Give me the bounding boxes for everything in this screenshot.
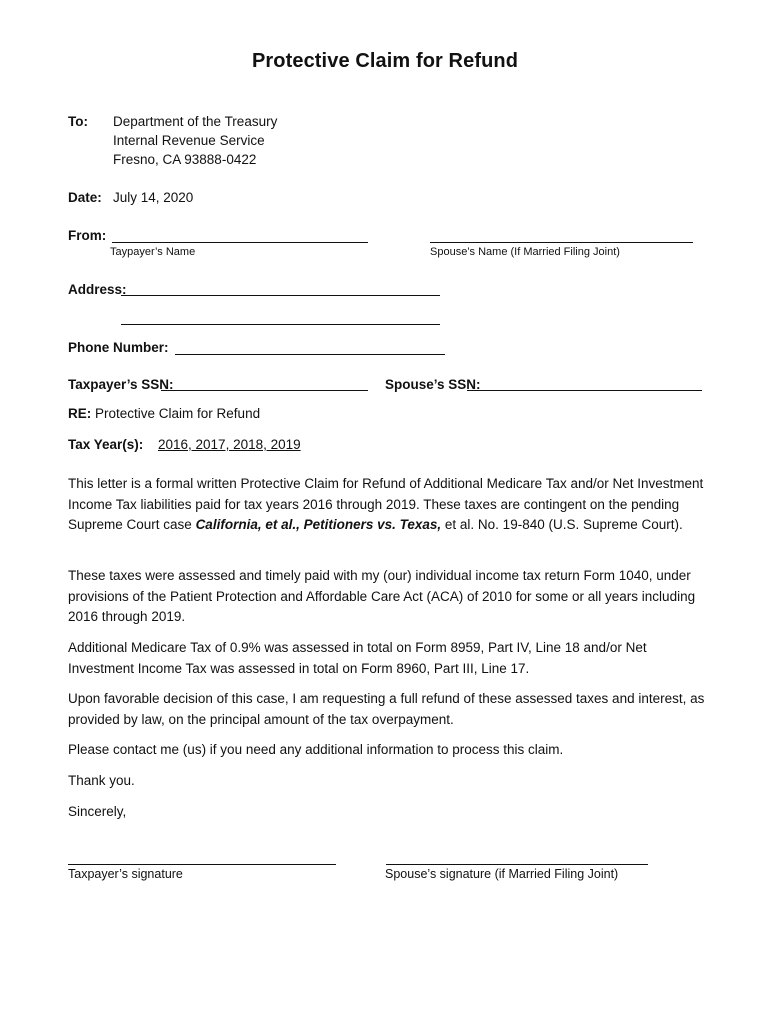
tax-years-value: 2016, 2017, 2018, 2019 <box>158 437 301 452</box>
paragraph-1 <box>68 474 708 536</box>
paragraph-5: Please contact me (us) if you need any additional information to process this claim. <box>68 742 564 757</box>
taxpayer-ssn-line[interactable] <box>161 390 368 391</box>
taxpayer-ssn-label: Taxpayer’s SSN: <box>68 377 174 392</box>
spouse-name-line[interactable] <box>430 242 693 243</box>
to-label: To: <box>68 114 88 129</box>
taxpayer-name-caption: Taypayer’s Name <box>110 246 196 258</box>
page-title: Protective Claim for Refund <box>251 50 519 72</box>
date-value: July 14, 2020 <box>113 190 194 205</box>
taxpayer-name-line[interactable] <box>112 242 368 243</box>
date-label: Date: <box>68 190 102 205</box>
taxpayer-signature-line[interactable] <box>68 864 336 865</box>
paragraph-1-end: et al. No. 19-840 (U.S. Supreme Court). <box>441 517 683 532</box>
phone-label: Phone Number: <box>68 340 169 355</box>
to-line-1: Department of the Treasury <box>113 114 278 129</box>
re-label: RE: <box>68 406 92 421</box>
re-value: Protective Claim for Refund <box>95 406 261 421</box>
taxpayer-signature-caption: Taxpayer’s signature <box>68 867 183 881</box>
re-line <box>68 406 260 421</box>
address-label: Address: <box>68 282 127 297</box>
tax-years-label: Tax Year(s): <box>68 437 144 452</box>
from-label: From: <box>68 228 107 243</box>
address-line-2[interactable] <box>121 324 440 325</box>
spouse-name-caption: Spouse’s Name (If Married Filing Joint) <box>430 246 620 258</box>
spouse-signature-line[interactable] <box>386 864 648 865</box>
address-line-1[interactable] <box>121 295 440 296</box>
paragraph-1-intro: This letter is a formal written Protective Claim for Refund of Additional Medicare Tax and/or Net Investment Income Tax liabilities paid for tax years 2016 through 2019. These taxes are contingent on the pending Supreme Court case <box>68 476 704 532</box>
phone-line[interactable] <box>175 354 445 355</box>
paragraph-4: Upon favorable decision of this case, I am requesting a full refund of these assessed taxes and interest, as provided by law, on the principal amount of the tax overpayment. <box>68 691 705 727</box>
paragraph-3: Additional Medicare Tax of 0.9% was assessed in total on Form 8959, Part IV, Line 18 and/or Net Investment Income Tax was assessed in total on Form 8960, Part III, Line 17. <box>68 640 647 676</box>
to-line-3: Fresno, CA 93888-0422 <box>113 152 257 167</box>
paragraph-2: These taxes were assessed and timely paid with my (our) individual income tax return Form 1040, under provisions of the Patient Protection and Affordable Care Act (ACA) of 2010 for some or all years including 2016 through 2019. <box>68 568 696 624</box>
spouse-signature-caption: Spouse’s signature (if Married Filing Joint) <box>385 867 619 881</box>
spouse-ssn-line[interactable] <box>467 390 702 391</box>
to-line-2: Internal Revenue Service <box>113 133 265 148</box>
spouse-ssn-label: Spouse’s SSN: <box>385 377 481 392</box>
thank-you: Thank you. <box>68 773 135 788</box>
case-name: California, et al., Petitioners vs. Texas, <box>195 517 442 532</box>
sincerely: Sincerely, <box>68 804 127 819</box>
